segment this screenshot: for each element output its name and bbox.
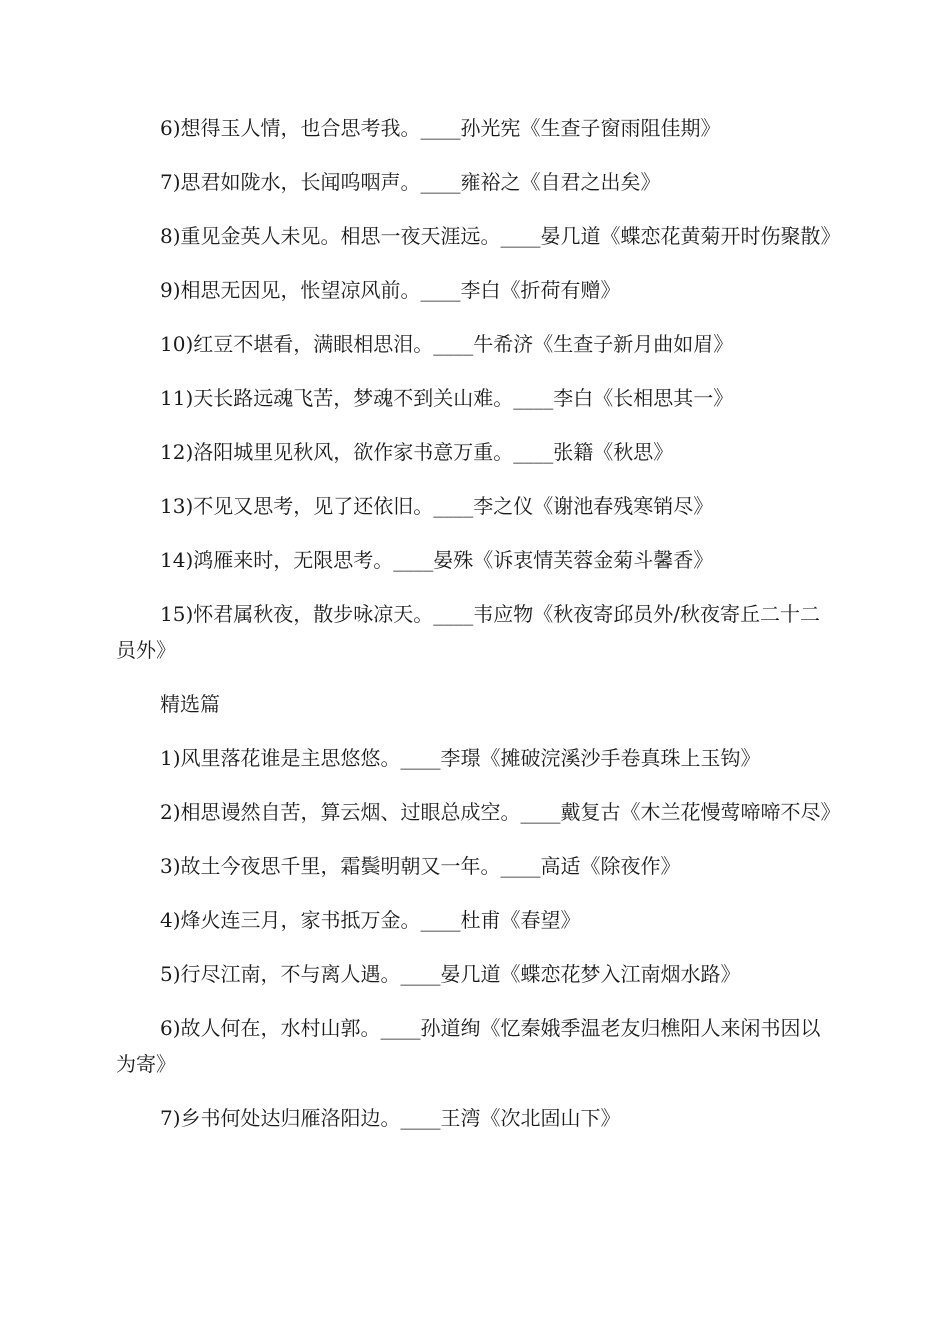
quote-paragraph: 1)风里落花谁是主思悠悠。____李璟《摊破浣溪沙手卷真珠上玉钩》 [160,746,761,770]
quote-paragraph: 2)相思谩然自苦，算云烟、过眼总成空。____戴复古《木兰花慢莺啼啼不尽》 [160,800,841,824]
quote-paragraph: 15)怀君属秋夜，散步咏凉天。____韦应物《秋夜寄邱员外/秋夜寄丘二十二员外》 [116,602,820,662]
quote-paragraph: 3)故土今夜思千里，霜鬓明朝又一年。____高适《除夜作》 [160,854,681,878]
quote-paragraph: 7)思君如陇水，长闻呜咽声。____雍裕之《自君之出矣》 [160,170,661,194]
quote-paragraph: 14)鸿雁来时，无限思考。____晏殊《诉衷情芙蓉金菊斗馨香》 [160,548,714,572]
quote-paragraph: 6)故人何在，水村山郭。____孙道绚《忆秦娥季温老友归樵阳人来闲书因以为寄》 [116,1016,821,1076]
quote-paragraph: 9)相思无因见，怅望凉风前。____李白《折荷有赠》 [160,278,621,302]
quote-paragraph: 4)烽火连三月，家书抵万金。____杜甫《春望》 [160,908,581,932]
quote-paragraph: 5)行尽江南，不与离人遇。____晏几道《蝶恋花梦入江南烟水路》 [160,962,741,986]
section-heading: 精选篇 [160,692,220,716]
quote-paragraph: 11)天长路远魂飞苦，梦魂不到关山难。____李白《长相思其一》 [160,386,734,410]
quote-paragraph: 7)乡书何处达归雁洛阳边。____王湾《次北固山下》 [160,1106,621,1130]
quote-paragraph: 13)不见又思考，见了还依旧。____李之仪《谢池春残寒销尽》 [160,494,714,518]
document-body [116,110,841,1154]
quote-paragraph: 8)重见金英人未见。相思一夜天涯远。____晏几道《蝶恋花黄菊开时伤聚散》 [160,224,841,248]
quote-paragraph: 6)想得玉人情，也合思考我。____孙光宪《生查子窗雨阻佳期》 [160,116,721,140]
quote-paragraph: 10)红豆不堪看，满眼相思泪。____牛希济《生查子新月曲如眉》 [160,332,734,356]
quote-paragraph: 12)洛阳城里见秋风，欲作家书意万重。____张籍《秋思》 [160,440,674,464]
